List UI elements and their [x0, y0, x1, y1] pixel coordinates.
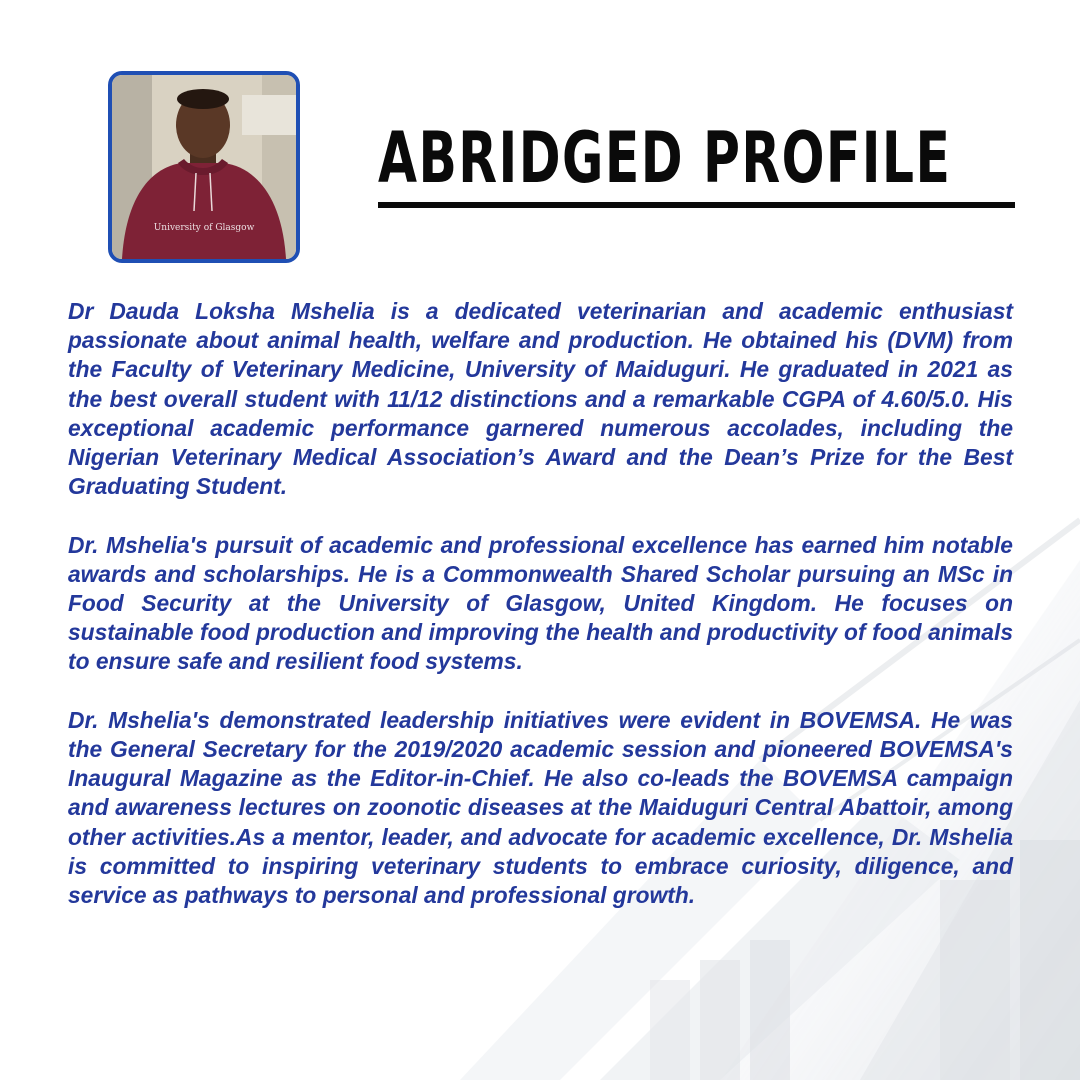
profile-bio: [68, 297, 1013, 939]
title-underline: [378, 202, 1015, 208]
page-title: ABRIDGED PROFILE: [378, 117, 952, 199]
profile-photo: [108, 71, 300, 263]
bio-paragraph: Dr. Mshelia's pursuit of academic and professional excellence has earned him notable awards and scholarships. He is a Commonwealth Shared Scholar pursuing an MSc in Food Security at the University of Glasgow, United Kingdom. He focuses on sustainable food production and improving the health and productivity of food animals to ensure safe and resilient food systems.: [68, 531, 1013, 675]
person-photo-icon: [112, 75, 296, 259]
bio-paragraph: Dr. Mshelia's demonstrated leadership initiatives were evident in BOVEMSA. He was the General Secretary for the 2019/2020 academic session and pioneered BOVEMSA's Inaugural Magazine as the Editor-in-Chief. He also co-leads the BOVEMSA campaign and awareness lectures on zoonotic diseases at the Maiduguri Central Abattoir, among other activities.As a mentor, leader, and advocate for academic excellence, Dr. Mshelia is committed to inspiring veterinary students to embrace curiosity, diligence, and service as pathways to personal and professional growth.: [68, 706, 1013, 909]
shirt-logo-text: University of Glasgow: [153, 223, 255, 233]
bio-paragraph: Dr Dauda Loksha Mshelia is a dedicated veterinarian and academic enthusiast passionate about animal health, welfare and production. He obtained his (DVM) from the Faculty of Veterinary Medicine, University of Maiduguri. He graduated in 2021 as the best overall student with 11/12 distinctions and a remarkable CGPA of 4.60/5.0. His exceptional academic performance garnered numerous accolades, including the Nigerian Veterinary Medical Association’s Award and the Dean’s Prize for the Best Graduating Student.: [68, 298, 1013, 500]
